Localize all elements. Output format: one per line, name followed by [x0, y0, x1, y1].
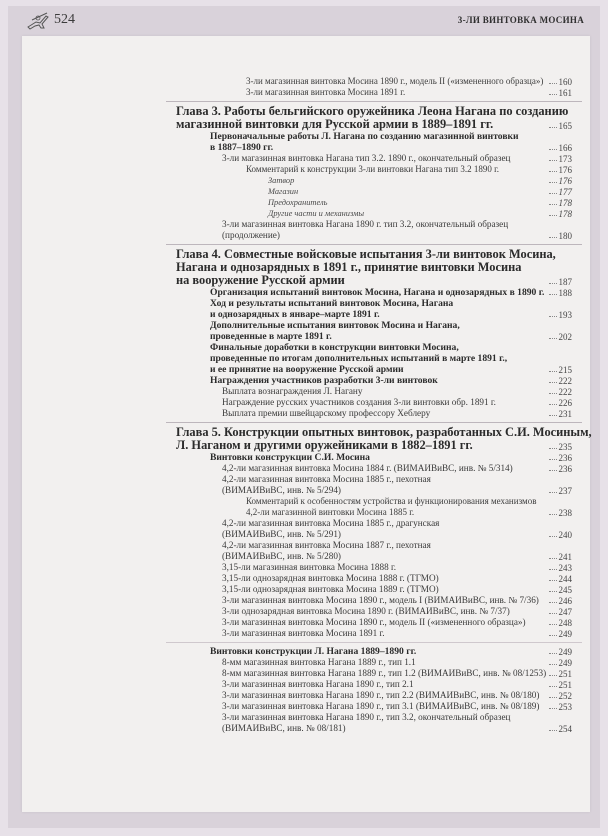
- toc-entry-title-line: 4,2-ли магазинной винтовки Мосина 1885 г.: [246, 507, 415, 517]
- toc-page-number: 238: [558, 508, 572, 518]
- toc-page-number: 253: [558, 702, 572, 712]
- toc-subsection-entry[interactable]: [222, 712, 572, 734]
- toc-page-number: 236: [558, 464, 572, 474]
- toc-page-number: 215: [558, 365, 572, 375]
- toc-entry-title-line: (продолжение): [222, 230, 280, 240]
- toc-entry-title-line: Нагана и однозарядных в 1891 г., принятие винтовки Мосина: [176, 260, 522, 274]
- toc-entry-title-line: 3,15-ли магазинная винтовка Мосина 1888 г.: [222, 562, 397, 572]
- toc-page-number: 245: [558, 585, 572, 595]
- toc-subsection-entry[interactable]: [222, 397, 572, 408]
- toc-detail-entry[interactable]: [268, 175, 572, 186]
- toc-page-number: 222: [558, 376, 572, 386]
- toc-page-number: 241: [558, 552, 572, 562]
- toc-divider: [166, 422, 582, 423]
- toc-entry-title-line: Награждения участников разработки 3-ли винтовок: [210, 375, 438, 386]
- toc-entry-title-line: Глава 3. Работы бельгийского оружейника Леона Нагана по созданию: [176, 104, 569, 118]
- toc-detail-entry[interactable]: [268, 186, 572, 197]
- toc-comment-entry[interactable]: [246, 164, 572, 175]
- toc-subsection-entry[interactable]: [222, 219, 572, 241]
- toc-entry-title-line: 3-ли магазинная винтовка Нагана 1890 г., тип 2.2 (ВИМАИВиВС, инв. № 08/180): [222, 690, 540, 700]
- toc-page-number: 173: [558, 154, 572, 164]
- toc-page-number: 252: [558, 691, 572, 701]
- toc-entry-title-line: 4,2-ли магазинная винтовка Мосина 1885 г., пехотная: [222, 474, 431, 484]
- toc-page-number: 251: [558, 669, 572, 679]
- toc-page-number: 176: [558, 165, 572, 175]
- toc-entry-title-line: Первоначальные работы Л. Нагана по созданию магазинной винтовки: [210, 131, 519, 142]
- toc-detail-entry[interactable]: [268, 208, 572, 219]
- toc-subsection-entry[interactable]: [222, 668, 572, 679]
- toc-entry-title-line: 3-ли магазинная винтовка Мосина 1890 г., модель II («измененного образца»): [246, 76, 544, 86]
- toc-entry-title-line: Винтовки конструкции Л. Нагана 1889–1890 гг.: [210, 646, 417, 657]
- toc-page-number: 248: [558, 618, 572, 628]
- toc-page-number: 226: [558, 398, 572, 408]
- toc-entry-title-line: Финальные доработки в конструкции винтовки Мосина,: [210, 342, 459, 353]
- toc-section-entry[interactable]: [210, 287, 572, 298]
- toc-entry-title-line: 3-ли однозарядная винтовка Мосина 1890 г. (ВИМАИВиВС, инв. № 7/37): [222, 606, 510, 616]
- toc-page-number: 246: [558, 596, 572, 606]
- toc-page-number: 193: [558, 310, 572, 320]
- toc-entry-title-line: Глава 5. Конструкции опытных винтовок, разработанных С.И. Мосиным,: [176, 425, 592, 439]
- toc-entry-title-line: Выплата премии швейцарскому профессору Хеблеру: [222, 408, 431, 418]
- toc-entry-title-line: (ВИМАИВиВС, инв. № 5/291): [222, 529, 341, 539]
- toc-page-number: 166: [558, 143, 572, 153]
- toc-entry-title-line: 3-ли магазинная винтовка Нагана 1890 г., тип 2.1: [222, 679, 414, 689]
- toc-entry-title-line: 8-мм магазинная винтовка Нагана 1889 г., тип 1.2 (ВИМАИВиВС, инв. № 08/1253): [222, 668, 547, 678]
- toc-entry-title-line: Комментарий к конструкции 3-ли винтовки Нагана тип 3.2 1890 г.: [246, 164, 500, 174]
- toc-section-entry[interactable]: [210, 320, 572, 342]
- toc-chapter-entry[interactable]: [176, 105, 572, 131]
- toc-entry-title-line: 4,2-ли магазинная винтовка Мосина 1885 г., драгунская: [222, 518, 440, 528]
- toc-page-number: 249: [558, 647, 572, 657]
- toc-subsection-entry[interactable]: [222, 628, 572, 639]
- toc-entry-title-line: Выплата вознаграждения Л. Нагану: [222, 386, 363, 396]
- toc-entry-title-line: 3-ли магазинная винтовка Нагана 1890 г. тип 3.2, окончательный образец: [222, 219, 509, 229]
- toc-page-number: 202: [558, 332, 572, 342]
- toc-section-entry[interactable]: [210, 646, 572, 657]
- toc-page-number: 231: [558, 409, 572, 419]
- toc-entry-title-line: 4,2-ли магазинная винтовка Мосина 1884 г. (ВИМАИВиВС, инв. № 5/314): [222, 463, 513, 473]
- toc-entry-title-line: Дополнительные испытания винтовок Мосина и Нагана,: [210, 320, 460, 331]
- toc-page-number: 247: [558, 607, 572, 617]
- toc-page-number: 244: [558, 574, 572, 584]
- toc-entry-title-line: Другие части и механизмы: [268, 209, 365, 218]
- page-header: [8, 6, 600, 36]
- toc-subsection-entry[interactable]: [222, 474, 572, 496]
- toc-chapter-entry[interactable]: [176, 425, 592, 452]
- toc-subsection-entry[interactable]: [222, 540, 572, 562]
- toc-subsection-entry[interactable]: [222, 701, 572, 712]
- toc-subsection-entry[interactable]: [222, 562, 572, 573]
- toc-entry-title-line: 3-ли магазинная винтовка Нагана 1890 г., тип 3.2, окончательный образец: [222, 712, 511, 722]
- toc-entry-title-line: проведенные в марте 1891 г.: [210, 331, 332, 342]
- toc-comment-entry[interactable]: [246, 496, 572, 518]
- toc-subsection-entry[interactable]: [222, 657, 572, 668]
- toc-entry-title-line: Затвор: [268, 176, 295, 185]
- toc-subsection-entry[interactable]: [222, 679, 572, 690]
- toc-entry-title-line: 3-ли магазинная винтовка Нагана тип 3.2. 1890 г., окончательный образец: [222, 153, 511, 163]
- toc-divider: [166, 101, 582, 102]
- toc-page-number: 249: [558, 629, 572, 639]
- toc-entry-title-line: (ВИМАИВиВС, инв. № 08/181): [222, 723, 346, 733]
- toc-entry-title-line: Магазин: [268, 187, 299, 196]
- toc-page-number: 160: [558, 77, 572, 87]
- toc-page-number: 187: [558, 277, 572, 287]
- toc-chapter-entry[interactable]: [176, 248, 572, 287]
- toc-entry-title-line: Глава 4. Совместные войсковые испытания 3-ли винтовок Мосина,: [176, 247, 556, 261]
- toc-entry-title-line: Организация испытаний винтовок Мосина, Нагана и однозарядных в 1890 г.: [210, 287, 545, 298]
- toc-subsection-entry[interactable]: [222, 463, 572, 474]
- toc-page-number: 165: [558, 121, 572, 131]
- toc-entry-title-line: (ВИМАИВиВС, инв. № 5/280): [222, 551, 341, 561]
- toc-entry-title-line: Винтовки конструкции С.И. Мосина: [210, 452, 370, 463]
- toc-page-number: 178: [558, 209, 572, 219]
- toc-entry-title-line: магазинной винтовки для Русской армии в 1889–1891 гг.: [176, 117, 494, 131]
- toc-page-number: 235: [558, 442, 572, 452]
- toc-page-number: 161: [558, 88, 572, 98]
- toc-subsection-entry[interactable]: [222, 518, 572, 540]
- toc-divider: [166, 244, 582, 245]
- toc-detail-entry[interactable]: [268, 197, 572, 208]
- toc-page-number: 236: [558, 453, 572, 463]
- toc-divider: [166, 642, 582, 643]
- toc-entry-title-line: и ее принятие на вооружение Русской армии: [210, 364, 404, 375]
- toc-entry-title-line: (ВИМАИВиВС, инв. № 5/294): [222, 485, 341, 495]
- toc-subsection-entry[interactable]: [222, 153, 572, 164]
- toc-page-number: 222: [558, 387, 572, 397]
- toc-page-number: 249: [558, 658, 572, 668]
- toc-entry-title-line: 3-ли магазинная винтовка Нагана 1890 г., тип 3.1 (ВИМАИВиВС, инв. № 08/189): [222, 701, 540, 711]
- toc-page-number: 243: [558, 563, 572, 573]
- toc-section-entry[interactable]: [210, 342, 572, 375]
- rifleman-emblem-icon: [26, 10, 50, 30]
- toc-section-entry[interactable]: [210, 131, 572, 153]
- toc-entry-title-line: 3-ли магазинная винтовка Мосина 1890 г., модель II («измененного образца»): [222, 617, 526, 627]
- toc-subsection-entry[interactable]: [222, 606, 572, 617]
- toc-page-number: 180: [558, 231, 572, 241]
- toc-section-entry[interactable]: [210, 375, 572, 386]
- toc-subsection-entry[interactable]: [222, 408, 572, 419]
- toc-entry-title-line: Предохранитель: [268, 198, 328, 207]
- toc-subsection-entry[interactable]: [222, 386, 572, 397]
- toc-entry-title-line: проведенные по итогам дополнительных испытаний в марте 1891 г.,: [210, 353, 508, 364]
- toc-entry-title-line: 3,15-ли однозарядная винтовка Мосина 1888 г. (ТГМО): [222, 573, 439, 583]
- table-of-contents: [176, 76, 592, 734]
- toc-entry-title-line: 3-ли магазинная винтовка Мосина 1890 г., модель I (ВИМАИВиВС, инв. № 7/36): [222, 595, 539, 605]
- toc-entry-title-line: Л. Наганом и другими оружейниками в 1882–1891 гг.: [176, 438, 473, 452]
- toc-comment-entry[interactable]: [246, 76, 572, 87]
- book-page: [8, 6, 600, 828]
- toc-subsection-entry[interactable]: [222, 690, 572, 701]
- toc-page-number: 237: [558, 486, 572, 496]
- toc-subsection-entry[interactable]: [222, 584, 572, 595]
- toc-entry-title-line: 4,2-ли магазинная винтовка Мосина 1887 г., пехотная: [222, 540, 431, 550]
- toc-section-entry[interactable]: [210, 452, 572, 463]
- toc-subsection-entry[interactable]: [222, 573, 572, 584]
- toc-comment-entry[interactable]: [246, 87, 572, 98]
- toc-page-number: 176: [558, 176, 572, 186]
- toc-entry-title-line: в 1887–1890 гг.: [210, 142, 274, 153]
- toc-entry-title-line: Комментарий к особенностям устройства и функционирования механизмов: [246, 496, 537, 506]
- page-number: 524: [54, 12, 75, 27]
- toc-entry-title-line: 8-мм магазинная винтовка Нагана 1889 г., тип 1.1: [222, 657, 416, 667]
- toc-entry-title-line: Награждение русских участников создания 3-ли винтовки обр. 1891 г.: [222, 397, 496, 407]
- toc-entry-title-line: 3-ли магазинная винтовка Мосина 1891 г.: [246, 87, 406, 97]
- toc-entry-title-line: Ход и результаты испытаний винтовок Мосина, Нагана: [210, 298, 454, 309]
- toc-page-number: 240: [558, 530, 572, 540]
- toc-subsection-entry[interactable]: [222, 595, 572, 606]
- toc-page-number: 178: [558, 198, 572, 208]
- toc-page-number: 251: [558, 680, 572, 690]
- running-head: 3-ЛИ ВИНТОВКА МОСИНА: [457, 15, 584, 25]
- toc-page-number: 254: [558, 724, 572, 734]
- toc-page-number: 188: [558, 288, 572, 298]
- toc-section-entry[interactable]: [210, 298, 572, 320]
- toc-entry-title-line: 3-ли магазинная винтовка Мосина 1891 г.: [222, 628, 385, 638]
- toc-page-number: 177: [558, 187, 572, 197]
- toc-entry-title-line: на вооружение Русской армии: [176, 273, 345, 287]
- toc-entry-title-line: и однозарядных в январе–марте 1891 г.: [210, 309, 380, 320]
- toc-entry-title-line: 3,15-ли однозарядная винтовка Мосина 1889 г. (ТГМО): [222, 584, 439, 594]
- toc-subsection-entry[interactable]: [222, 617, 572, 628]
